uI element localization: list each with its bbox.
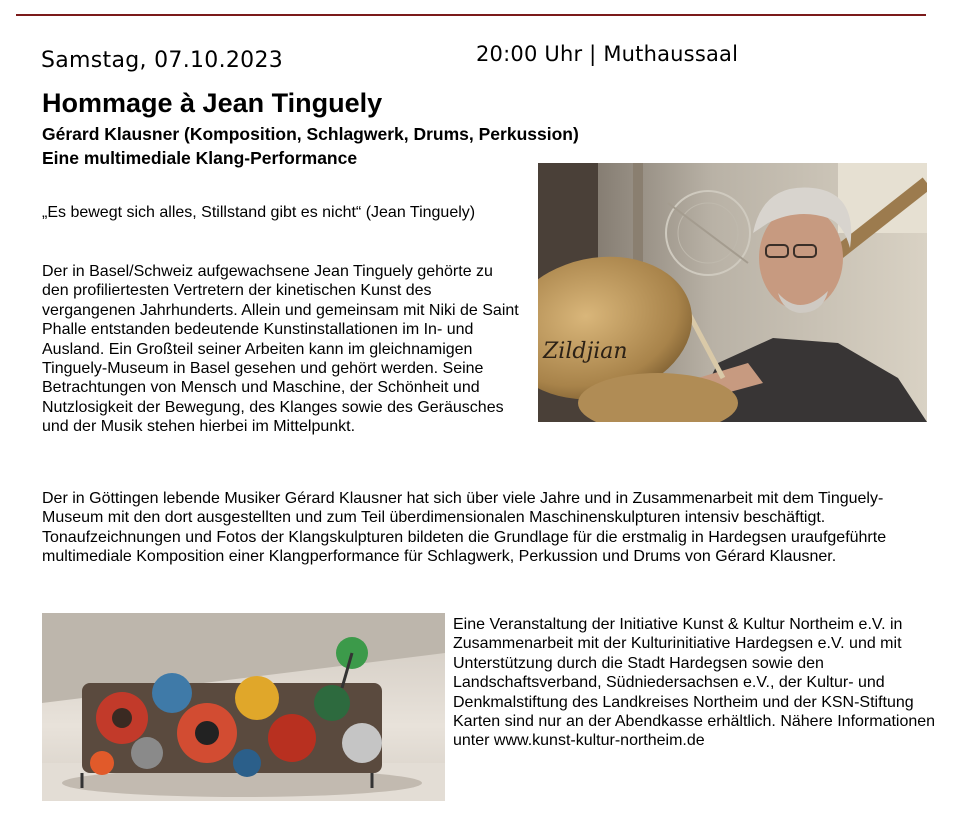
paragraph-klausner: Der in Göttingen lebende Musiker Gérard Klausner hat sich über viele Jahre und in Zusammenarbeit mit dem Tinguely-Museum mit den dort ausgestellten und zum Teil überdimensionalen Maschinenskulpturen intensiv beschäftigt. Tonaufzeichnungen und Fotos der Klangskulpturen bildeten die Grundlage für die erstmalig in Hardegsen uraufgeführte multimediale Komposition einer Klangperformance für Schlagwerk, Perkussion und Drums von Gérard Klausner. [42, 490, 887, 566]
tinguely-quote: „Es bewegt sich alles, Stillstand gibt es nicht“ (Jean Tinguely) [42, 204, 476, 221]
event-time-place: 20:00 Uhr | Muthaussaal [476, 42, 739, 66]
paragraph-tickets: Karten sind nur an der Abendkasse erhältlich. Nähere Informationen unter www.kunst-kultur-northeim.de [453, 713, 936, 750]
cymbal-brand-label: Zildjian [543, 339, 628, 364]
organizer-info [453, 615, 938, 751]
event-title: Hommage à Jean Tinguely [42, 88, 383, 118]
event-subtitle-genre: Eine multimediale Klang-Performance [42, 148, 358, 168]
event-subtitle-artist: Gérard Klausner (Komposition, Schlagwerk, Drums, Perkussion) [42, 124, 579, 144]
photo-musician-drummer [538, 163, 927, 422]
header-rule [16, 14, 926, 16]
paragraph-tinguely-bio: Der in Basel/Schweiz aufgewachsene Jean Tinguely gehörte zu den profiliertesten Vertretern der kinetischen Kunst des vergangenen Jahrhunderts. Allein und gemeinsam mit Niki de Saint Phalle entstanden bedeutende Kunstinstallationen im In- und Ausland. Ein Großteil seiner Arbeiten kann im gleichnamigen Tinguely-Museum in Basel gesehen und gehört werden. Seine Betrachtungen von Mensch und Maschine, der Schönheit und Nutzlosigkeit der Bewegung, des Klanges sowie des Geräusches und der Musik stehen hierbei im Mittelpunkt. [42, 263, 519, 436]
photo-tinguely-sculpture [42, 613, 445, 801]
event-date: Samstag, 07.10.2023 [41, 48, 284, 73]
paragraph-organizers: Eine Veranstaltung der Initiative Kunst & Kultur Northeim e.V. in Zusammenarbeit mit der Kulturinitiative Hardegsen e.V. und mit Unterstützung durch die Stadt Hardegsen sowie den Landschaftsverband, Südniedersachsen e.V., der Kultur- und Denkmalstiftung des Landkreises Northeim und der KSN-Stiftung [453, 616, 914, 711]
